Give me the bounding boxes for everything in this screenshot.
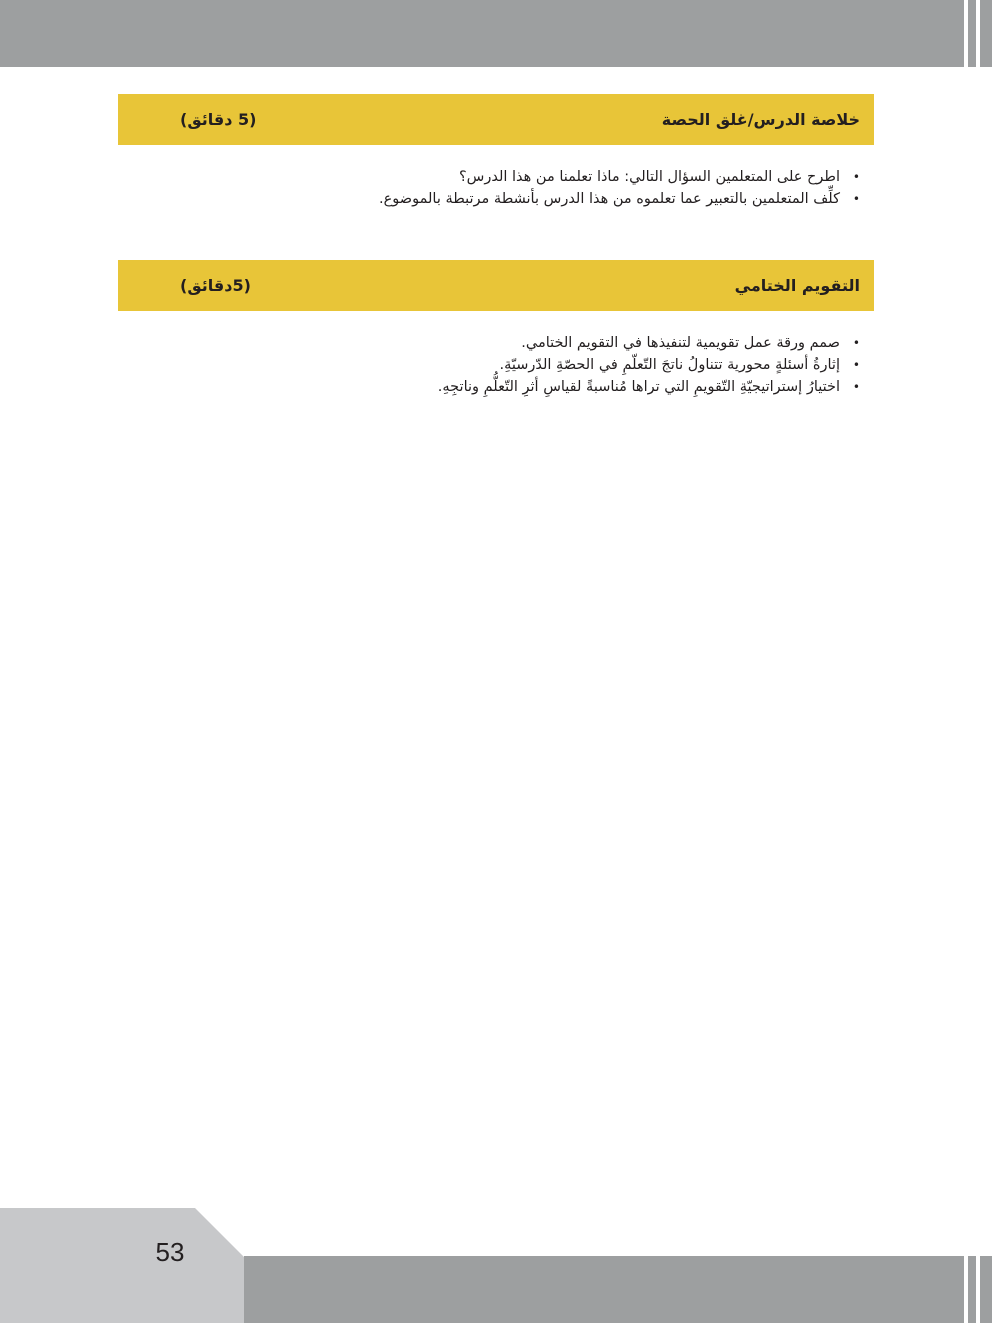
section-title: التقويم الختامي (734, 276, 860, 295)
section-duration: (5دقائق) (180, 276, 251, 295)
list-item-text: إثارةُ أسئلةٍ محورية تتناولُ ناتجَ التّعلّمِ في الحصّةِ الدّرسيّةِ. (499, 357, 840, 373)
bullet-list-lesson-summary (222, 166, 862, 210)
bullet-list-final-assessment (222, 332, 862, 398)
bottom-bar-divider (976, 1256, 980, 1323)
top-bar-divider (964, 0, 968, 67)
list-item (222, 354, 862, 376)
bullet-icon: • (852, 170, 860, 184)
section-title: خلاصة الدرس/غلق الحصة (661, 110, 860, 129)
section-header-lesson-summary (118, 94, 874, 145)
bottom-decorative-bar (244, 1256, 992, 1323)
list-item (222, 332, 862, 354)
top-decorative-bar (0, 0, 992, 67)
bullet-icon: • (852, 336, 860, 350)
list-item (222, 376, 862, 398)
list-item-text: اطرح على المتعلمين السؤال التالي: ماذا تعلمنا من هذا الدرس؟ (458, 169, 840, 185)
bottom-bar-divider (964, 1256, 968, 1323)
bullet-icon: • (852, 358, 860, 372)
list-item-text: صمم ورقة عمل تقويمية لتنفيذها في التقويم الختامي. (521, 335, 840, 351)
top-bar-divider (976, 0, 980, 67)
list-item (222, 166, 862, 188)
list-item-text: اختيارُ إستراتيجيّةِ التّقويمِ التي تراها مُناسبةً لقياسِ أثرِ التّعلُّمِ وناتجِهِ. (437, 379, 840, 395)
section-header-final-assessment (118, 260, 874, 311)
bullet-icon: • (852, 192, 860, 206)
list-item-text: كلِّف المتعلمين بالتعبير عما تعلموه من هذا الدرس بأنشطة مرتبطة بالموضوع. (379, 191, 840, 207)
list-item (222, 188, 862, 210)
page-number: 53 (155, 1237, 185, 1267)
section-duration: (5 دقائق) (180, 110, 257, 129)
bullet-icon: • (852, 380, 860, 394)
